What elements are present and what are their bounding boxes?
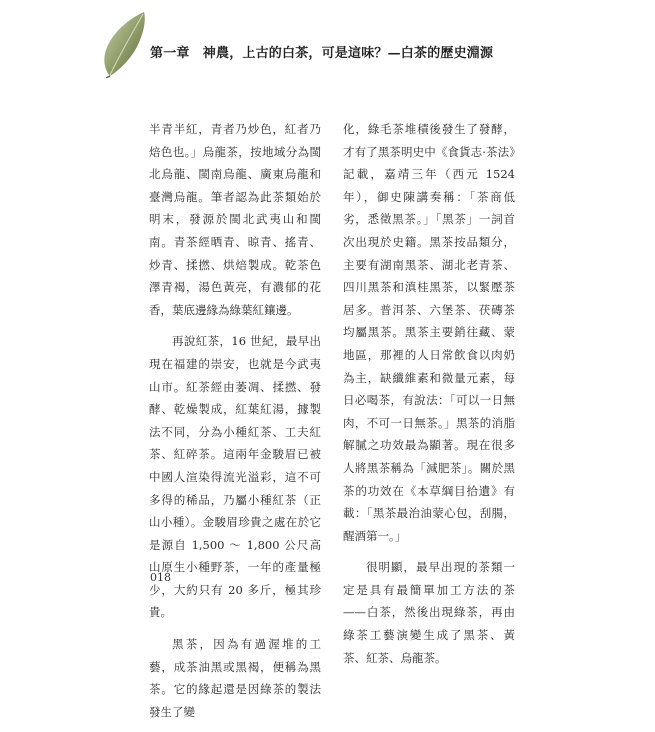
paragraph: 再說紅茶，16 世紀，最早出現在福建的崇安，也就是今武夷山市。紅茶經由萎凋、揉撚、發酵、乾燥製成，紅葉紅湯，據製法不同，分為小種紅茶、工夫紅茶、紅碎茶。這兩年金駿眉已被中國人渲染得流光溢彩，這不可多得的稀品，乃屬小種紅茶（正山小種）。金駿眉珍貴之處在於它是源自 1,500 ～ 1,800 公尺高山原生小種野茶，一年的產量極少，大約只有 20 多斤，極其珍貴。 [149, 334, 321, 620]
right-column [343, 118, 515, 678]
paragraph: 很明顯，最早出現的茶類一定是具有最簡單加工方法的茶——白茶，然後出現綠茶，再由綠茶工藝演變生成了黑茶、黃茶、紅茶、烏龍茶。 [343, 560, 515, 665]
left-column [149, 118, 321, 732]
paragraph: 化，綠毛茶堆積後發生了發酵，才有了黑茶明史中《食貨志·茶法》記載，嘉靖三年（西元 1524 年），御史陳講奏稱：「茶商低劣，悉徵黑茶。」「黑茶」一詞首次出現於史籍。黑茶按品類分，主要有湖南黑茶、湖北老青茶、四川黑茶和滇桂黑茶，以緊壓茶居多。普洱茶、六堡茶、茯磚茶均屬黑茶。黑茶主要銷往藏、蒙地區，那裡的人日常飲食以肉奶為主，缺纖維素和微量元素，每日必喝茶，有說法：「可以一日無肉，不可一日無茶。」黑茶的消脂解膩之功效最為顯著。現在很多人將黑茶稱為「減肥茶」。關於黑茶的功效在《本草綱目拾遺》有載：「黑茶最治油蒙心包，刮腸，醒酒第一。」 [343, 122, 515, 543]
paragraph: 黑茶，因為有過渥堆的工藝，成茶油黑或黑褐，便稱為黑茶。它的緣起還是因綠茶的製法發生了變 [149, 637, 321, 719]
leaf-illustration [100, 10, 148, 78]
page-number: 018 [150, 571, 171, 584]
chapter-title: 第一章 神農，上古的白茶，可是這味？—白茶的歷史淵源 [150, 46, 494, 61]
paragraph: 半青半紅，青者乃炒色，紅者乃焙色也。」烏龍茶，按地域分為閩北烏龍、閩南烏龍、廣東烏龍和臺灣烏龍。筆者認為此茶類始於明末，發源於閩北武夷山和閩南。青茶經晒青、晾青、搖青、炒青、揉撚、烘焙製成。乾茶色澤青褐，湯色黃亮，有濃郁的花香，葉底邊緣為綠葉紅鑲邊。 [149, 122, 321, 317]
